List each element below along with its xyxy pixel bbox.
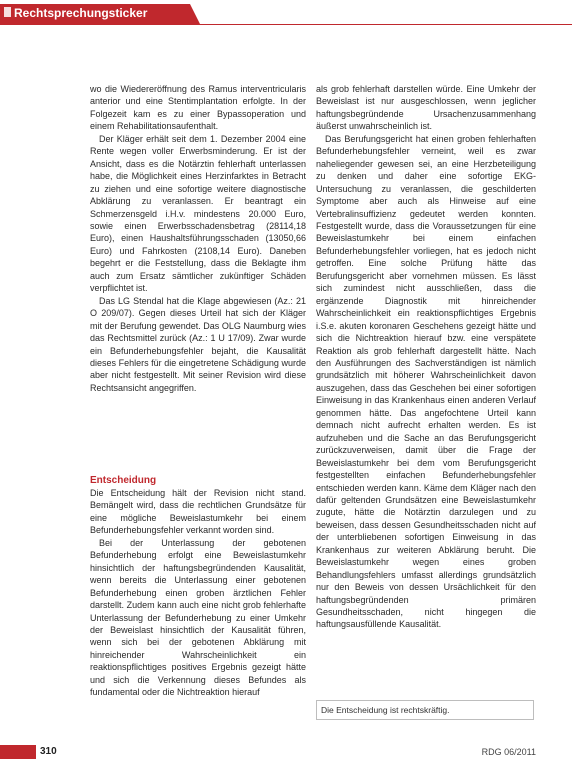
section-heading: Entscheidung	[90, 475, 157, 486]
right-column	[316, 83, 536, 631]
paragraph: Die Entscheidung hält der Revision nicht stand. Bemängelt wird, dass die rechtlichen Grundsätze für eine mögliche Beweislastumkehr bei einem Befunderhebungsfehler verkannt worden sind.	[90, 488, 306, 536]
paragraph: als grob fehlerhaft darstellen würde. Eine Umkehr der Beweislast ist nur ausgeschlossen, wenn jeglicher haftungsbegründende Ursachenzusammenhang äußerst unwahrscheinlich ist.	[316, 84, 536, 132]
header-bar	[0, 0, 572, 26]
section-title: Rechtsprechungsticker	[14, 6, 148, 20]
note-box: Die Entscheidung ist rechtskräftig.	[316, 700, 534, 720]
page-number: 310	[40, 746, 57, 757]
paragraph: Das Berufungsgericht hat einen groben fehlerhaften Befunderhebungsfehler verneint, weil es zwar naheliegender gewesen sei, an eine Herzbeteiligung zu denken und daher eine sofortige EKG-Untersuchung zu veranlassen, die geschilderten Symptome aber auch als Hinweise auf eine Vertebralinsuffizienz gedeutet werden konnten. Festgestellt wurde, dass die Voraussetzungen für eine Beweislastumkehr bei einem einfachen Befunderhebungsfehler vorliegen, hat es jedoch nicht getroffen. Eine solche Prüfung hätte das Berufungsgericht aber vornehmen müssen. Es lässt sich zumindest nicht ausschließen, dass die ergänzende Diagnostik mit hinreichender Wahrscheinlichkeit ein reaktionspflichtiges Ergebnis i.S.e. akuten koronaren Geschehens gezeigt hätte und sich die Nichtreaktion hierauf bzw. eine verspätete Reaktion als grob fehlerhaft dargestellt hätte. Nach den Ausführungen des Sachverständigen ist nämlich grundsätzlich mit höherer Wahrscheinlichkeit davon auszugehen, dass das Geschehen bei einer sofortigen Einweisung in das Krankenhaus einen anderen Verlauf genommen hätte. Das angefochtene Urteil kann demnach nicht aufrecht erhalten werden. Es ist aufzuheben und die Sache an das Berufungsgericht zurückzuverweisen, damit über die Frage der Beweislastumkehr bei dem vom Berufungsgericht festgestellten einfachen Befunderhebungsfehler entschieden werden kann. Käme dem Kläger nach den dafür geltenden Grundsätzen eine Beweislastumkehr zugute, hätte die Notärztin darzulegen und zu beweisen, dass dessen Gesundheitsschaden nicht auf der unterbliebenen sofortigen Einweisung in das Krankenhaus zur weiteren Abklärung beruht. Die Beweislastumkehr wegen eines groben Behandlungsfehlers umfasst allerdings grundsätzlich nur den Beweis von dessen Ursächlichkeit für den haftungsbegründenden primären Gesundheitsschaden, nicht hingegen die haftungsausfüllende Kausalität.	[316, 133, 536, 630]
left-column	[90, 83, 306, 394]
header-divider	[0, 24, 572, 25]
paragraph: wo die Wiedereröffnung des Ramus interventricularis anterior und eine Stentimplantation erfolgte. In der Folgezeit kam es zu einer Bypassoperation und einem Rehabilitationsaufenthalt.	[90, 84, 306, 132]
issue-label: RDG 06/2011	[481, 747, 536, 757]
paragraph: Bei der Unterlassung der gebotenen Befunderhebung erfolgt eine Beweislastumkehr hinsichtlich der haftungsbegründenden Kausalität, wenn bereits die Unterlassung einer gebotenen Befunderhebung einen groben ärztlichen Fehler darstellt. Zudem kann auch eine nicht grob fehlerhafte Unterlassung der Befunderhebung zu einer Umkehr der Beweislast hinsichtlich der Kausalität führen, wenn sich bei der gebotenen Abklärung mit hinreichender Wahrscheinlichkeit ein reaktionspflichtiges positives Ergebnis gezeigt hätte und sich die Verkennung dieses Befundes als fundamental oder die Nichtreaktion hierauf	[90, 537, 306, 698]
paragraph: Das LG Stendal hat die Klage abgewiesen (Az.: 21 O 209/07). Gegen dieses Urteil hat sich der Kläger mit der Berufung gewendet. Das OLG Naumburg wies das Rechtsmittel zurück (Az.: 1 U 17/09). Zwar wurde ein Befunderhebungsfehler bejaht, die Kausalität dieses Fehlers für die eingetretene Schädigung wurde aber nicht festgestellt. Mit seiner Revision wird diese Rechtsansicht angegriffen.	[90, 295, 306, 393]
header-marker-icon	[4, 7, 11, 17]
decision-column	[90, 487, 306, 699]
paragraph: Der Kläger erhält seit dem 1. Dezember 2004 eine Rente wegen voller Erwerbsminderung. Er ist der Ansicht, dass es die Notärztin fehlerhaft unterlassen habe, die Möglichkeit eines Herzinfarktes in Betracht zu ziehen und eine sofortige weitere diagnostische Abklärung zu veranlassen. Er beantragt ein Schmerzensgeld i.H.v. mindestens 20.000 Euro, sowie einen Erwerbsschadensbetrag (28114,18 Euro), einen Haushaltsführungsschaden (13050,66 Euro) und Fahrkosten (2108,14 Euro). Daneben begehrt er die Feststellung, dass die Beklagte ihm auch zum Ersatz sämtlicher zukünftiger Schäden verpflichtet ist.	[90, 133, 306, 294]
footer-accent-bar	[0, 745, 36, 759]
